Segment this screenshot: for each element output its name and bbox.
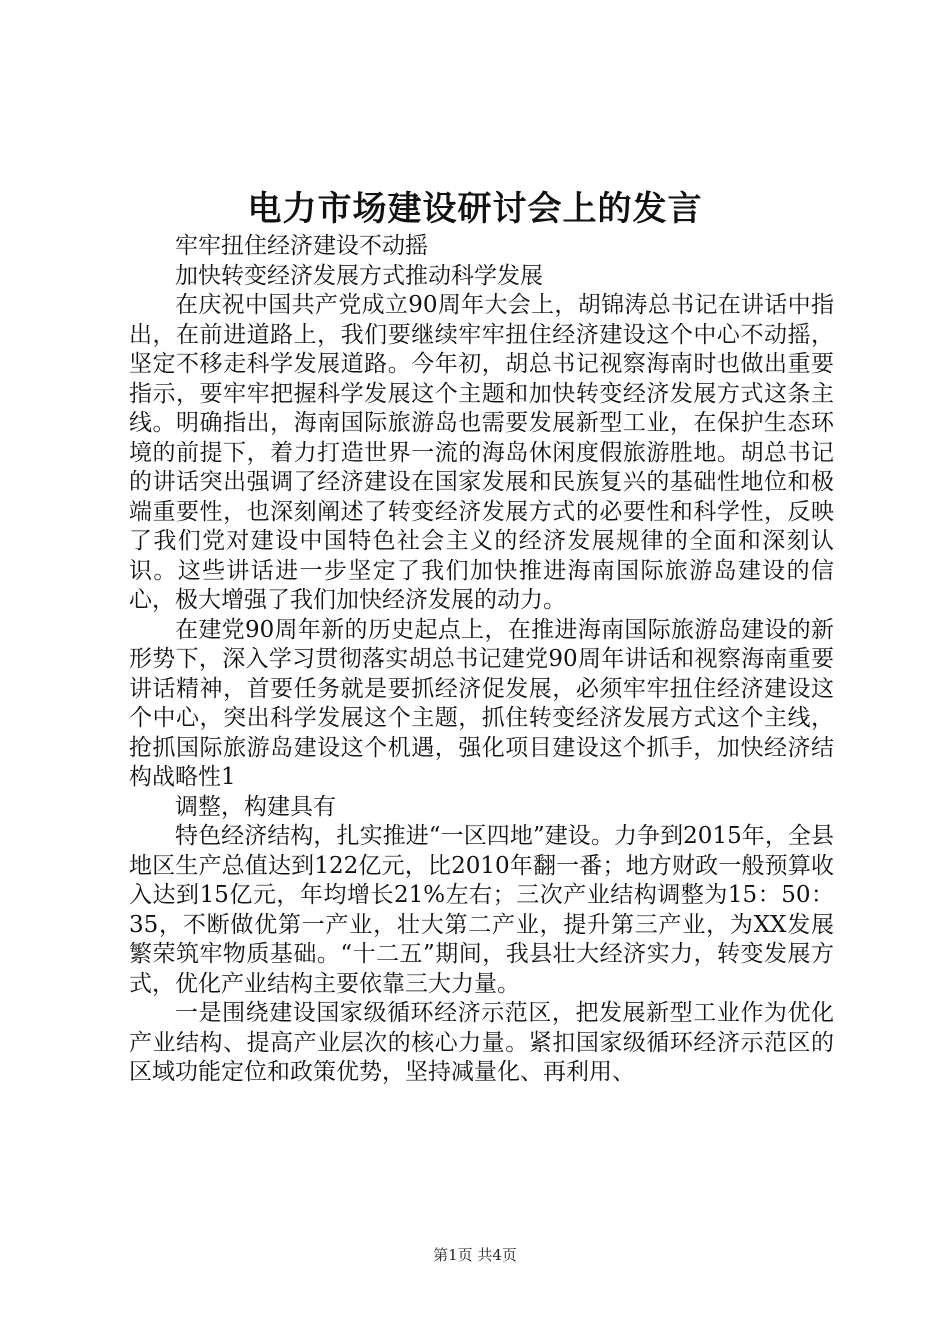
paragraph-heading-1: 牢牢扭住经济建设不动摇 [175, 233, 428, 259]
document-body [129, 232, 834, 1088]
document-title: 电力市场建设研讨会上的发言 [247, 189, 703, 229]
paragraph-3: 调整，构建具有 [175, 793, 336, 820]
paragraph-2: 在建党90周年新的历史起点上，在推进海南国际旅游岛建设的新形势下，深入学习贯彻落实胡总书记建党90周年讲话和视察海南重要讲话精神，首要任务就是要抓经济促发展，必须牢牢扭住经济建设这个中心，突出科学发展这个主题，抓住转变经济发展方式这个主线，抢抓国际旅游岛建设这个机遇，强化项目建设这个抓手，加快经济结构战略性1 [129, 616, 834, 790]
paragraph-4: 特色经济结构，扎实推进“一区四地”建设。力争到2015年，全县地区生产总值达到122亿元，比2010年翻一番；地方财政一般预算收入达到15亿元，年均增长21%左右；三次产业结构调整为15：50：35，不断做优第一产业，壮大第二产业，提升第三产业，为XX发展繁荣筑牢物质基础。“十二五”期间，我县壮大经济实力，转变发展方式，优化产业结构主要依靠三大力量。 [129, 823, 834, 997]
page-number-footer: 第1页 共4页 [433, 1246, 517, 1264]
paragraph-5: 一是围绕建设国家级循环经济示范区，把发展新型工业作为优化产业结构、提高产业层次的核心力量。紧扣国家级循环经济示范区的区域功能定位和政策优势，坚持减量化、再利用、 [129, 1000, 834, 1085]
paragraph-heading-2: 加快转变经济发展方式推动科学发展 [175, 262, 543, 289]
paragraph-1: 在庆祝中国共产党成立90周年大会上，胡锦涛总书记在讲话中指出，在前进道路上，我们要继续牢牢扭住经济建设这个中心不动摇，坚定不移走科学发展道路。今年初，胡总书记视察海南时也做出重要指示，要牢牢把握科学发展这个主题和加快转变经济发展方式这条主线。明确指出，海南国际旅游岛也需要发展新型工业，在保护生态环境的前提下，着力打造世界一流的海岛休闲度假旅游胜地。胡总书记的讲话突出强调了经济建设在国家发展和民族复兴的基础性地位和极端重要性，也深刻阐述了转变经济发展方式的必要性和科学性，反映了我们党对建设中国特色社会主义的经济发展规律的全面和深刻认识。这些讲话进一步坚定了我们加快推进海南国际旅游岛建设的信心，极大增强了我们加快经济发展的动力。 [129, 292, 834, 613]
